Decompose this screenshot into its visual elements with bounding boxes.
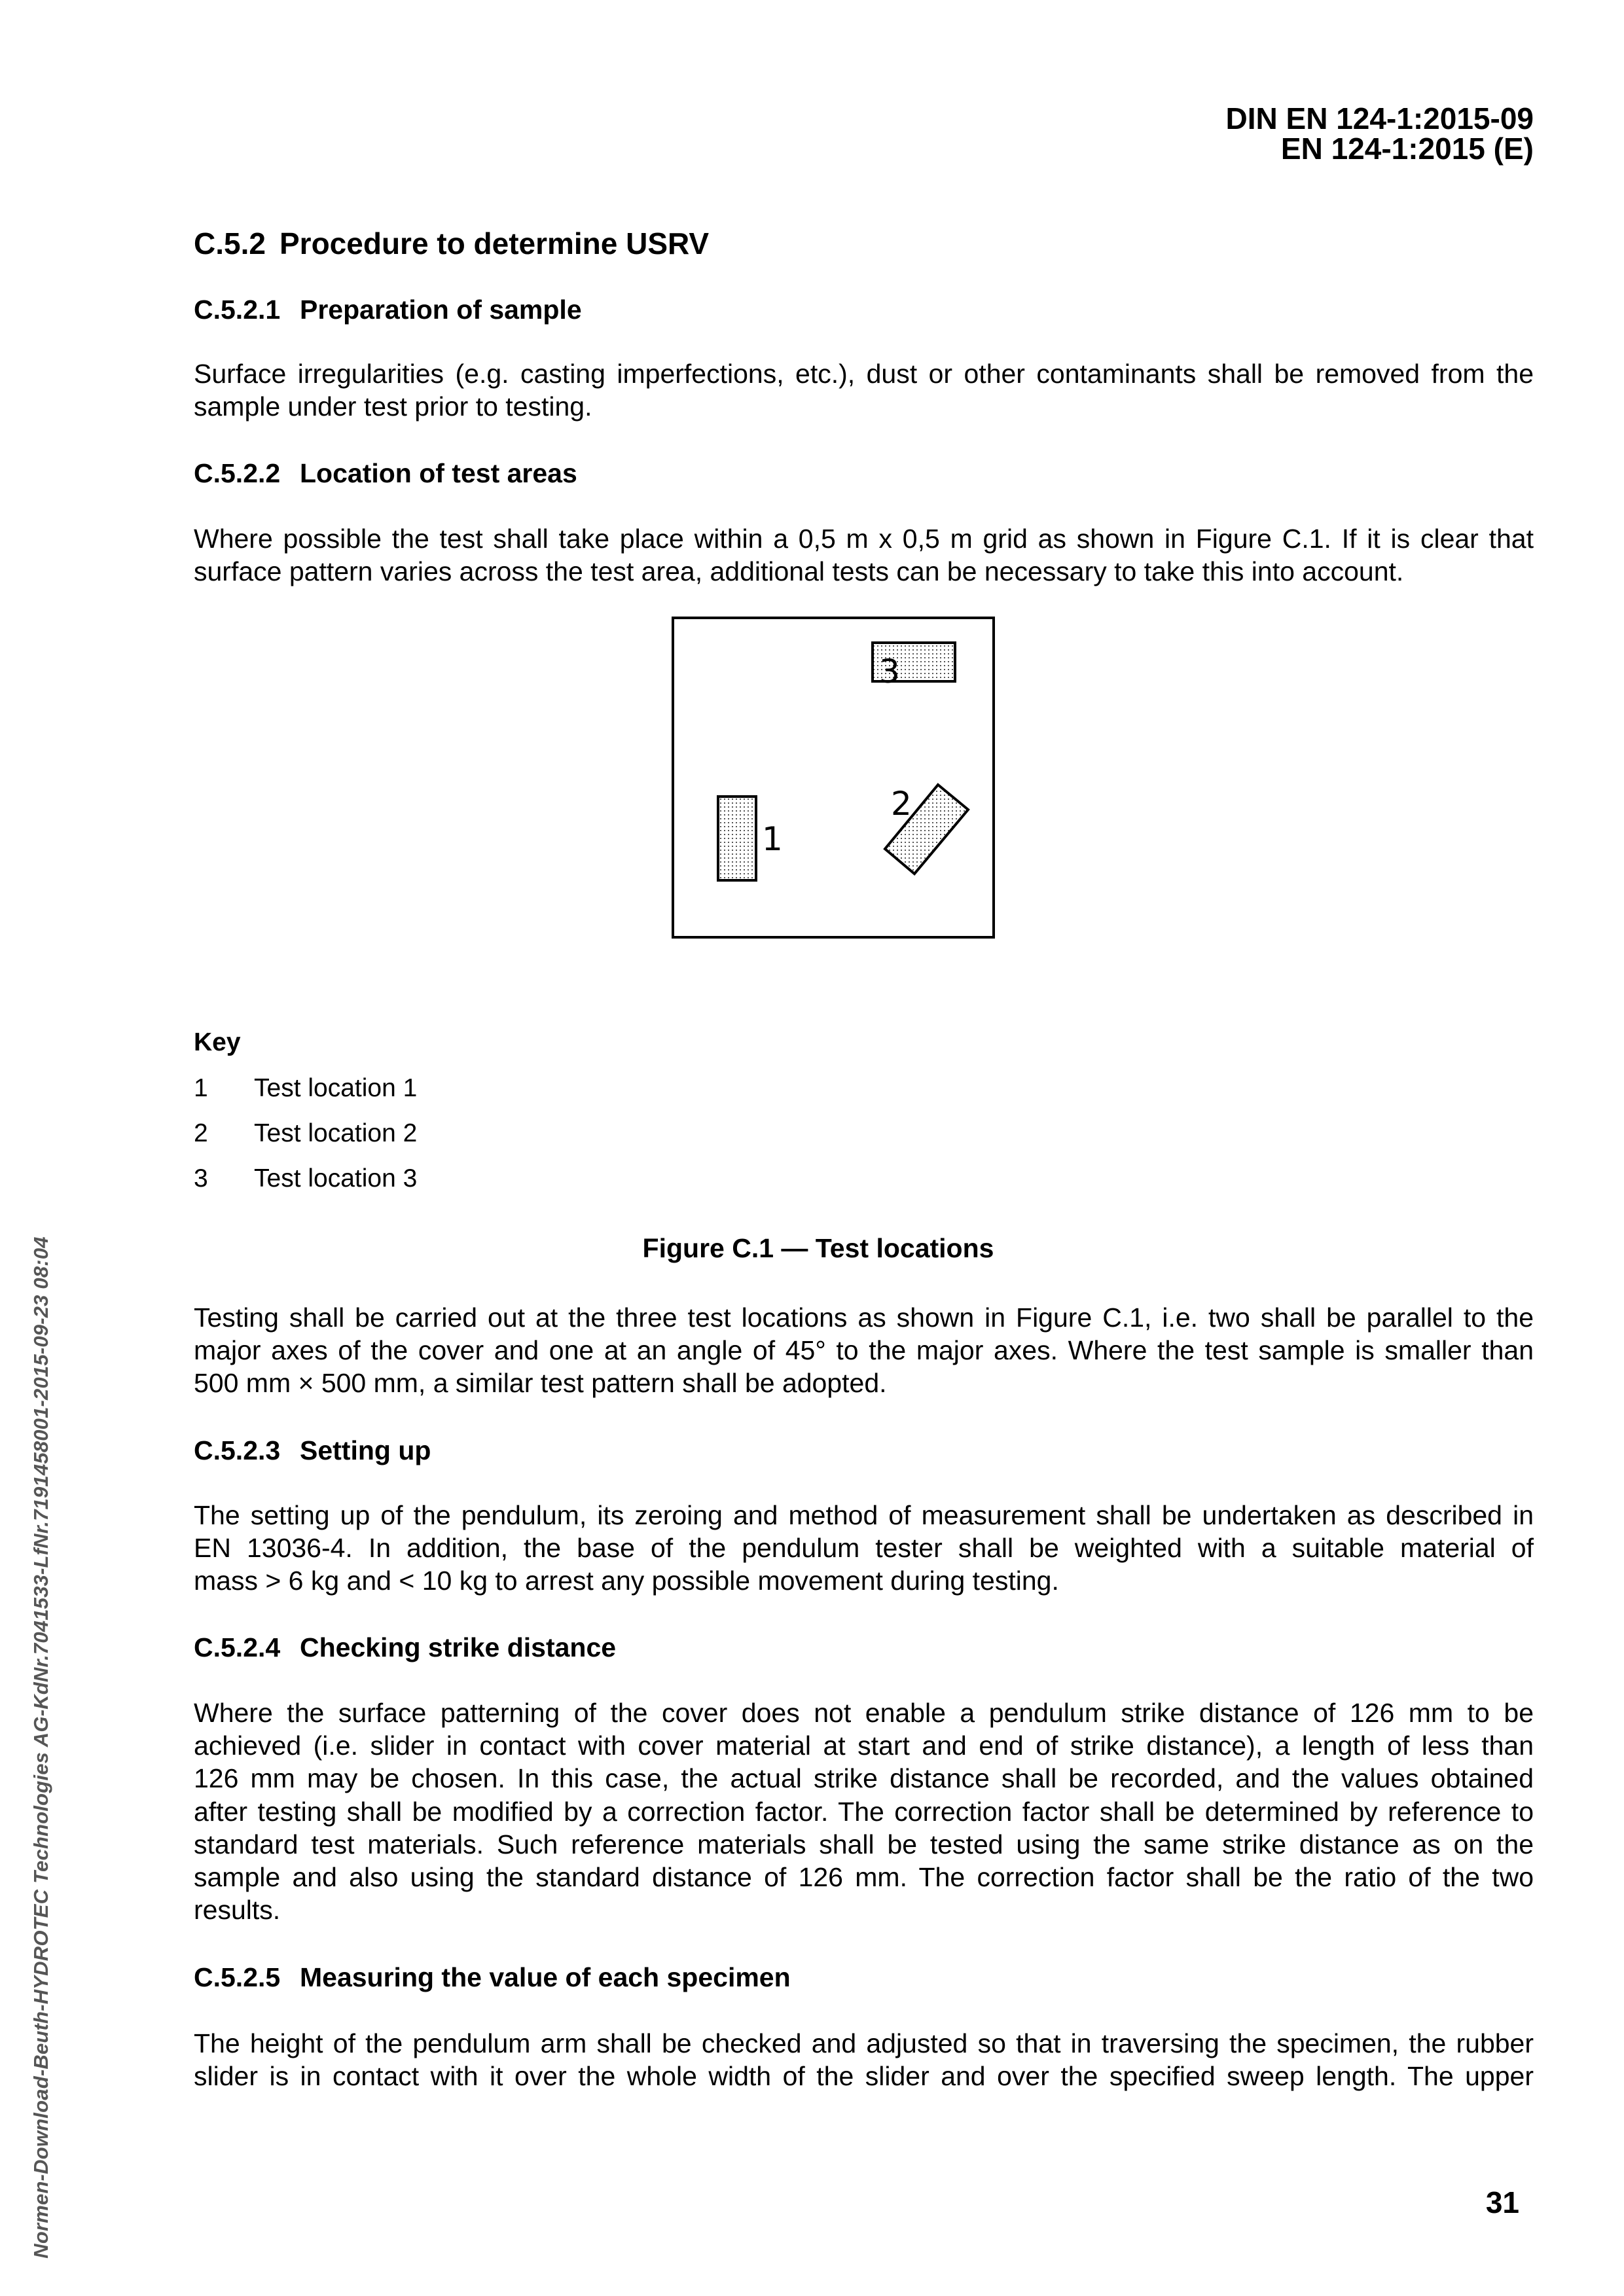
key-label: Test location 3 xyxy=(254,1164,418,1193)
subsection-heading-c525 xyxy=(194,1962,791,1993)
figure-caption: Figure C.1 — Test locations xyxy=(642,1233,994,1263)
text-line: Testing shall be carried out at the three test locations as shown in Figure C.1, i.e. two shall be parallel to the xyxy=(194,1302,1534,1333)
label-location-3: 3 xyxy=(879,653,900,691)
text-line: surface pattern varies across the test area, additional tests can be necessary to take this into account. xyxy=(194,556,1404,587)
text-line: The height of the pendulum arm shall be checked and adjusted so that in traversing the specimen, the rubber xyxy=(194,2028,1534,2058)
subsection-heading-c523 xyxy=(194,1435,431,1466)
paragraph-strike-distance xyxy=(194,1696,1534,1926)
text-line: after testing shall be modified by a correction factor. The correction factor shall be determined by reference to xyxy=(194,1796,1534,1827)
text-line: Where possible the test shall take place within a 0,5 m x 0,5 m grid as shown in Figure C.1. If it is clear that xyxy=(194,524,1534,554)
subsection-title: Setting up xyxy=(300,1435,431,1465)
document-id-header: DIN EN 124-1:2015-09 xyxy=(1225,101,1534,135)
subsection-title: Location of test areas xyxy=(300,458,577,488)
text-line: results. xyxy=(194,1895,281,1926)
subsection-number: C.5.2.4 xyxy=(194,1632,281,1662)
section-title: Procedure to determine USRV xyxy=(280,226,710,260)
subsection-heading-c522 xyxy=(194,458,577,489)
paragraph-measuring xyxy=(194,2027,1534,2092)
subsection-title: Checking strike distance xyxy=(300,1632,617,1662)
paragraph-test-pattern xyxy=(194,1301,1534,1400)
subsection-title: Preparation of sample xyxy=(300,295,582,325)
section-number: C.5.2 xyxy=(194,226,266,260)
key-item xyxy=(194,1164,417,1193)
key-title: Key xyxy=(194,1028,241,1056)
text-line: sample and also using the standard distance of 126 mm. The correction factor shall be the ratio of the two xyxy=(194,1861,1534,1892)
text-line: Where the surface patterning of the cover does not enable a pendulum strike distance of 126 mm to be xyxy=(194,1698,1534,1728)
key-number: 1 xyxy=(194,1074,208,1102)
key-item xyxy=(194,1074,417,1103)
paragraph-setting-up xyxy=(194,1499,1534,1598)
download-watermark: Normen-Download-Beuth-HYDROTEC Technologies AG-KdNr.7041533-LfNr.7191458001-2015-09-23 08:04 xyxy=(29,1236,52,2259)
subsection-number: C.5.2.1 xyxy=(194,295,281,325)
paragraph-location xyxy=(194,522,1534,588)
subsection-number: C.5.2.2 xyxy=(194,458,281,488)
subsection-heading-c524 xyxy=(194,1632,616,1663)
text-line: Surface irregularities (e.g. casting imperfections, etc.), dust or other contaminants shall be removed from the xyxy=(194,359,1534,389)
key-number: 3 xyxy=(194,1164,208,1193)
text-line: sample under test prior to testing. xyxy=(194,391,592,422)
subsection-number: C.5.2.3 xyxy=(194,1435,281,1465)
key-label: Test location 1 xyxy=(254,1074,418,1102)
text-line: achieved (i.e. slider in contact with cover material at start and end of strike distance), a length of less than xyxy=(194,1731,1534,1761)
label-location-2: 2 xyxy=(891,785,912,823)
key-number: 2 xyxy=(194,1119,208,1147)
paragraph-preparation xyxy=(194,357,1534,423)
text-line: mass > 6 kg and < 10 kg to arrest any possible movement during testing. xyxy=(194,1566,1059,1596)
text-line: 126 mm may be chosen. In this case, the actual strike distance shall be recorded, and the values obtained xyxy=(194,1763,1534,1794)
figure-test-locations xyxy=(668,612,1001,946)
key-item xyxy=(194,1119,417,1148)
section-heading xyxy=(194,226,709,261)
text-line: slider is in contact with it over the whole width of the slider and over the specified sweep length. The upper xyxy=(194,2061,1534,2092)
page-number: 31 xyxy=(1485,2185,1519,2219)
subsection-title: Measuring the value of each specimen xyxy=(300,1962,791,1992)
text-line: The setting up of the pendulum, its zeroing and method of measurement shall be undertaken as described in xyxy=(194,1500,1534,1530)
text-line: 500 mm × 500 mm, a similar test pattern shall be adopted. xyxy=(194,1368,887,1399)
subsection-number: C.5.2.5 xyxy=(194,1962,281,1992)
document-id-header-en: EN 124-1:2015 (E) xyxy=(1280,132,1534,166)
text-line: standard test materials. Such reference materials shall be tested using the same strike distance as on the xyxy=(194,1829,1534,1859)
subsection-heading-c521 xyxy=(194,295,582,325)
test-location-1-area xyxy=(718,797,756,880)
text-line: major axes of the cover and one at an angle of 45° to the major axes. Where the test sample is smaller than xyxy=(194,1335,1534,1366)
text-line: EN 13036-4. In addition, the base of the pendulum tester shall be weighted with a suitable material of xyxy=(194,1533,1534,1564)
label-location-1: 1 xyxy=(762,820,783,858)
key-label: Test location 2 xyxy=(254,1119,418,1147)
